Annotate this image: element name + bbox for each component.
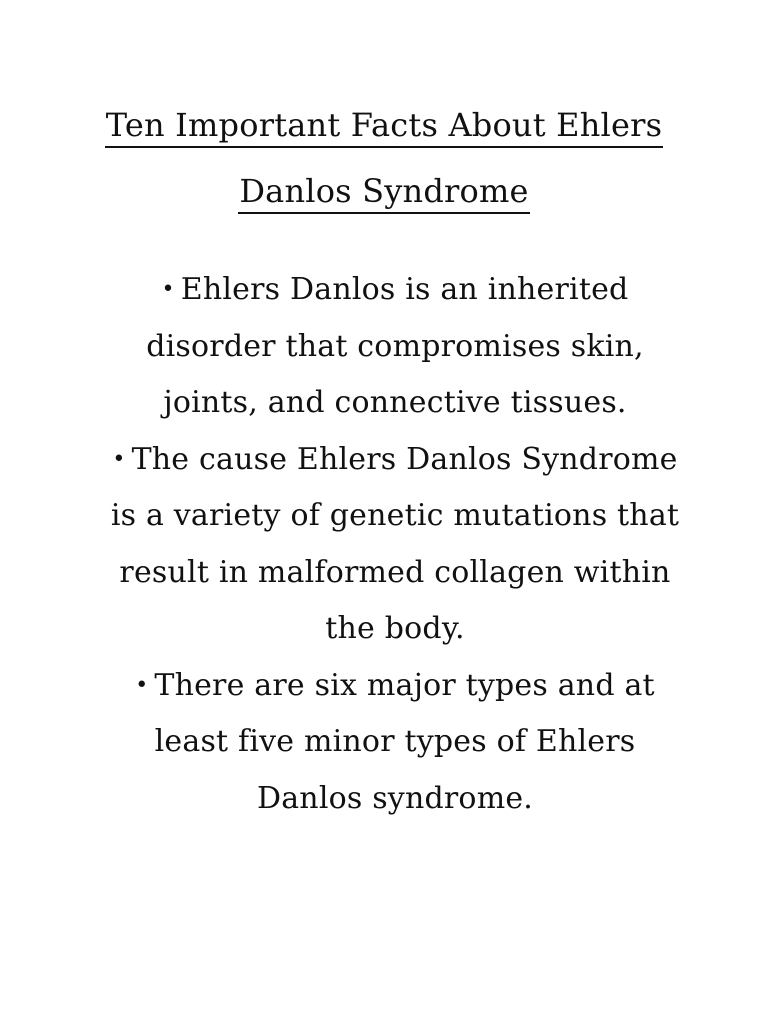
fact-text-3: There are six major types and at least five minor types of Ehlers Danlos syndrome.	[154, 667, 655, 816]
fact-text-2: The cause Ehlers Danlos Syndrome is a variety of genetic mutations that result in malformed collagen within the body.	[110, 441, 680, 646]
title-line-2: Danlos Syndrome	[238, 170, 529, 214]
fact-text-1: Ehlers Danlos is an inherited disorder that compromises skin, joints, and connective tissues.	[146, 272, 644, 420]
document-title	[40, 96, 728, 228]
bullet-icon: •	[135, 672, 149, 698]
bullet-icon: •	[112, 446, 126, 472]
fact-item-3	[110, 658, 680, 828]
fact-item-2	[110, 432, 680, 658]
bullet-icon: •	[161, 277, 175, 302]
title-line-1: Ten Important Facts About Ehlers	[105, 104, 663, 148]
facts-list	[110, 262, 680, 827]
fact-item-1	[110, 262, 680, 432]
